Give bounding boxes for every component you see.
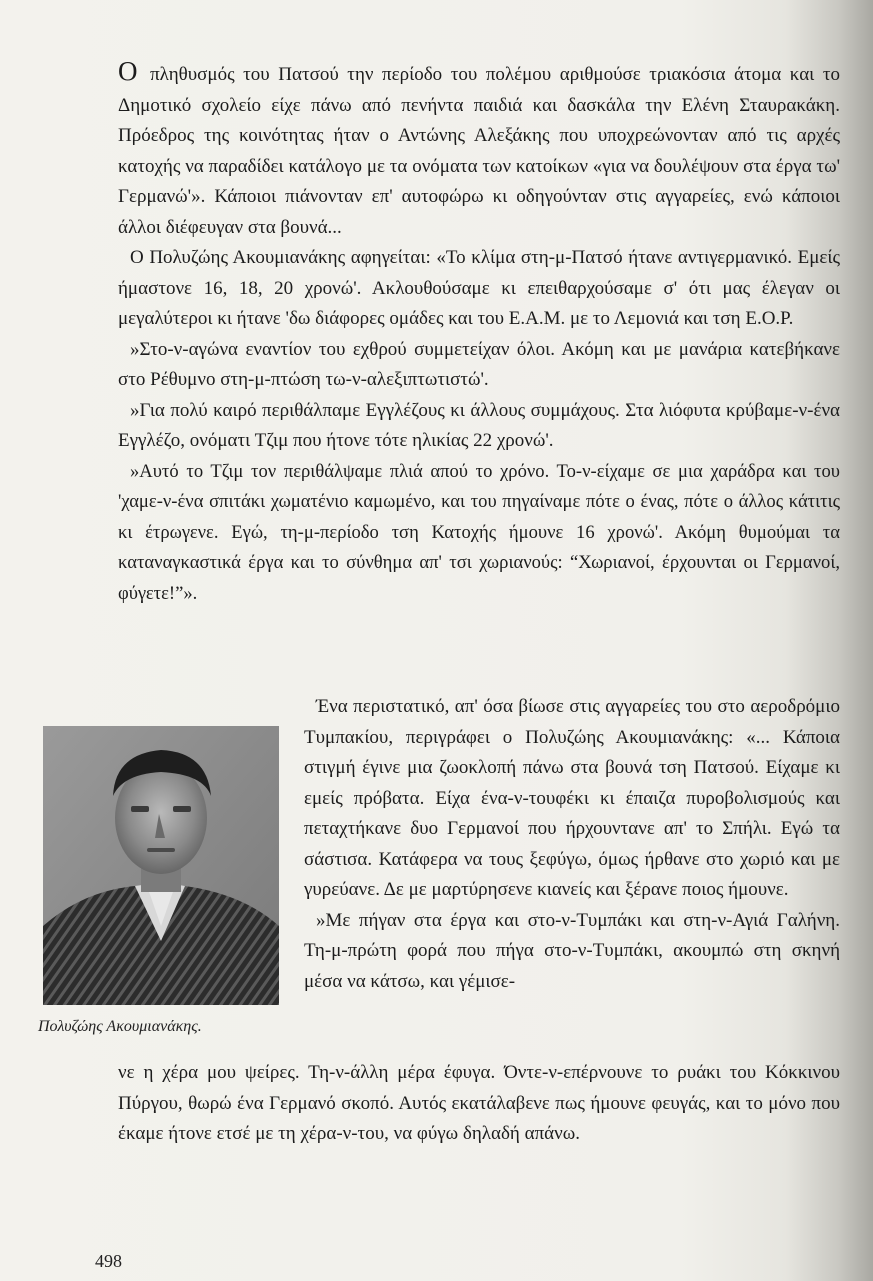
paragraph-allies: »Για πολύ καιρό περιθάλπαμε Εγγλέζους κι άλλους συμμάχους. Στα λιόφυτα κρύβαμε-ν-ένα Εγγλέζο, ονόματι Τζιμ που ήτονε τότε ηλικίας 22 χρονώ'. bbox=[118, 399, 840, 451]
paragraph-resistance: »Στο-ν-αγώνα εναντίον του εχθρού συμμετείχαν όλοι. Ακόμη και με μανάρια κατεβήκανε στο Ρέθυμνο στη-μ-πτώση τω-ν-αλεξιπτωτιστώ'. bbox=[118, 338, 840, 390]
portrait-photo bbox=[43, 726, 279, 1005]
bottom-text-block bbox=[118, 1058, 840, 1150]
paragraph-continuation: νε η χέρα μου ψείρες. Τη-ν-άλλη μέρα έφυγα. Όντε-ν-επέρνουνε το ρυάκι του Κόκκινου Πύργου, θωρώ ένα Γερμανό σκοπό. Αυτός εκατάλαβενε πως ήμουνε φευγάς, και το μόνο που έκαμε ήτονε ετσέ με τη χέρα-ν-του, να φύγω δηλαδή απάνω. bbox=[118, 1062, 840, 1144]
paragraph-population bbox=[118, 56, 840, 243]
paragraph-text: πληθυσμός του Πατσού την περίοδο του πολέμου αριθμούσε τριακόσια άτομα και το Δημοτικό σχολείο είχε πάνω από πενήντα παιδιά και δασκάλα την Ελένη Σταυρακάκη. Πρόεδρος της κοινότητας ήταν ο Αντώνης Αλεξάκης που υποχρεώνονταν από τις αρχές κατοχής να παραδίδει κατάλογο με τα ονόματα των κατοίκων «για να δουλέψουν στα έργα τω' Γερμανώ'». Κάποιοι πιάνονταν επ' αυτοφώρω κι οδηγούνταν στις αγγαρείες, ενώ κάποιοι άλλοι διέφευγαν στα βουνά... bbox=[118, 64, 840, 238]
main-text-block bbox=[118, 56, 840, 609]
paragraph-testimony-intro: Ο Πολυζώης Ακουμιανάκης αφηγείται: «Το κλίμα στη-μ-Πατσό ήτανε αντιγερμανικό. Εμείς ήμαστονε 16, 18, 20 χρονώ'. Ακλουθούσαμε κι επειθαρχούσαμε σ' ότι μας έλεγαν οι μεγαλύτεροι κι ήτανε 'δω διάφορες ομάδες και του Ε.Α.Μ. με το Λεμονιά και τση Ε.Ο.Ρ. bbox=[118, 247, 840, 329]
photo-caption: Πολυζώης Ακουμιανάκης. bbox=[38, 1018, 202, 1035]
drop-cap: Ο bbox=[118, 56, 138, 86]
page-number: 498 bbox=[95, 1251, 122, 1271]
paragraph-works: »Με πήγαν στα έργα και στο-ν-Τυμπάκι και στη-ν-Αγιά Γαλήνη. Τη-μ-πρώτη φορά που πήγα στο-ν-Τυμπάκι, ακουμπώ στη σκηνή μέσα να κάτσω, και γέμισε- bbox=[304, 909, 840, 992]
portrait-image bbox=[43, 726, 279, 1005]
side-text-block bbox=[304, 692, 840, 997]
paragraph-incident: Ένα περιστατικό, απ' όσα βίωσε στις αγγαρείες του στο αεροδρόμιο Τυμπακίου, περιγράφει ο Πολυζώης Ακουμιανάκης: «... Κάποια στιγμή έγινε μια ζωοκλοπή πάνω στα βουνά τση Πατσού. Είχαμε κι εμείς πρόβατα. Είχα ένα-ν-τουφέκι κι έπαιζα πυροβολισμούς και πεταχτήκανε δυο Γερμανοί που ήρχουντανε απ' το Σπήλι. Εγώ τα σάστισα. Κατάφερα να τους ξεφύγω, όμως ήρθανε στο χωριό και με γυρεύανε. Δε με μαρτύρησενε κιανείς και ξέρανε ποιος ήμουνε. bbox=[304, 696, 840, 900]
paragraph-jim: »Αυτό το Τζιμ τον περιθάλψαμε πλιά απού το χρόνο. Το-ν-είχαμε σε μια χαράδρα και του 'χαμε-ν-ένα σπιτάκι χωματένιο καμωμένο, και του πηγαίναμε πότε ο ένας, πότε ο άλλος κάτιτις κι έτρωγενε. Εγώ, τη-μ-περίοδο τση Κατοχής ήμουνε 16 χρονώ'. Ακόμη θυμούμαι τα καταναγκαστικά έργα και το σύνθημα απ' τσι χωριανούς: “Χωριανοί, έρχουνται οι Γερμανοί, φύγετε!”». bbox=[118, 460, 840, 604]
